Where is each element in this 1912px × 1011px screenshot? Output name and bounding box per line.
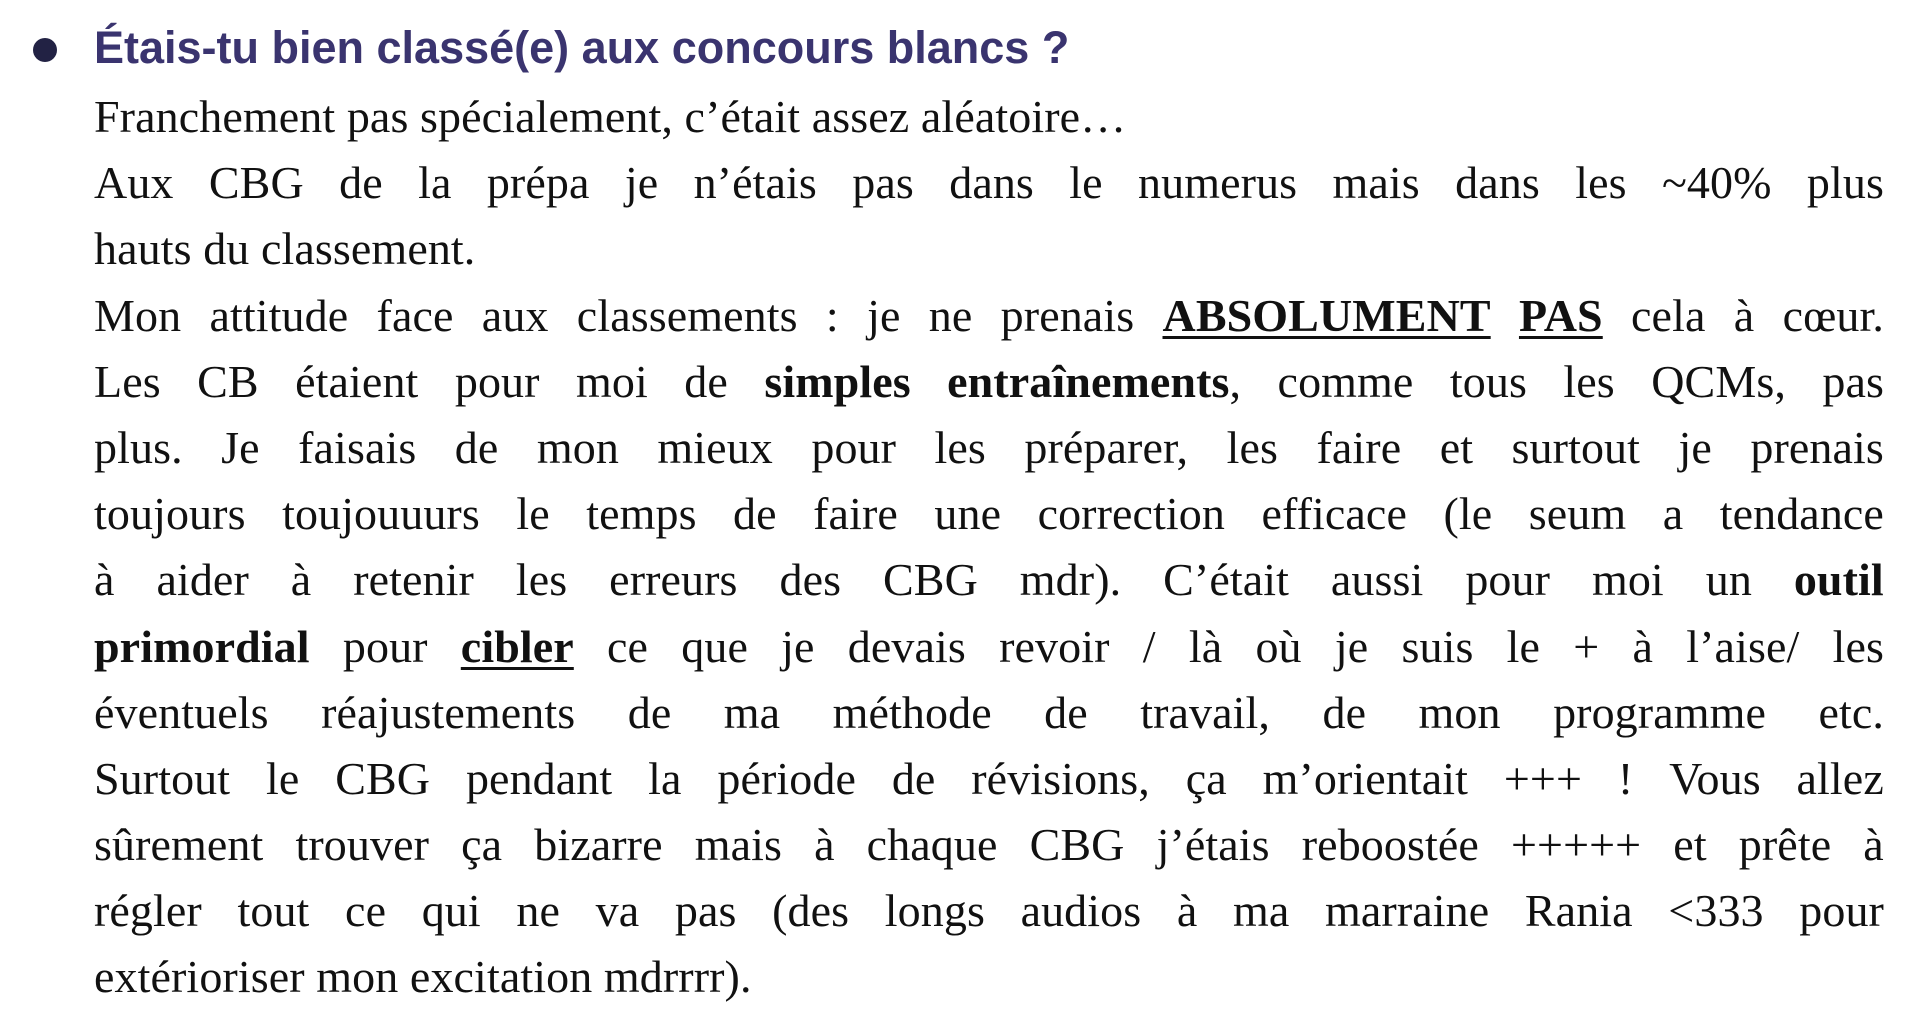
word: ! xyxy=(1617,752,1634,804)
word: le xyxy=(516,488,550,540)
word: je xyxy=(624,157,659,209)
word: mais xyxy=(1332,157,1420,209)
word: je xyxy=(1334,620,1369,672)
word: (des xyxy=(772,885,850,937)
word: etc. xyxy=(1818,686,1884,738)
word: n’étais xyxy=(693,157,817,209)
word: +++ xyxy=(1503,752,1583,804)
word: les xyxy=(1563,355,1615,407)
word: moi xyxy=(1591,554,1664,606)
word: à xyxy=(1176,885,1198,937)
word: le xyxy=(1506,620,1541,672)
word: revoir xyxy=(999,620,1110,672)
word: pour xyxy=(454,355,540,407)
word: à xyxy=(814,819,835,871)
word: ça xyxy=(1185,752,1227,804)
answer-line xyxy=(94,150,1884,216)
word: de xyxy=(627,686,672,738)
word: pour xyxy=(1465,554,1551,606)
word: a xyxy=(1662,488,1684,540)
word: Les xyxy=(94,355,161,407)
word: Rania xyxy=(1524,885,1633,937)
word: ne xyxy=(928,289,973,341)
word: bizarre xyxy=(534,819,663,871)
word: aider xyxy=(156,554,249,606)
word: de xyxy=(339,157,383,209)
word: tendance xyxy=(1719,488,1884,540)
word: la xyxy=(648,752,682,804)
word: pour xyxy=(342,620,428,672)
word: classements xyxy=(576,289,798,341)
word: Surtout xyxy=(94,752,231,804)
bullet-point xyxy=(33,38,57,62)
word: à xyxy=(1733,289,1755,341)
word: je xyxy=(1678,421,1712,473)
word: +++++ xyxy=(1511,819,1642,871)
word: marraine xyxy=(1325,885,1490,937)
word: Vous xyxy=(1669,752,1761,804)
word: seum xyxy=(1528,488,1627,540)
word: mon xyxy=(1418,686,1501,738)
word: pas xyxy=(852,157,914,209)
word: aux xyxy=(481,289,549,341)
word: CBG xyxy=(208,157,304,209)
word: de xyxy=(733,488,777,540)
word: <333 xyxy=(1668,885,1764,937)
question-heading: Étais-tu bien classé(e) aux concours blancs ? xyxy=(94,22,1070,73)
word: ne xyxy=(516,885,561,937)
word: le xyxy=(266,752,300,804)
word: période xyxy=(717,752,856,804)
word: allez xyxy=(1796,752,1884,804)
word: Mon xyxy=(94,289,182,341)
word: prête xyxy=(1738,819,1832,871)
word: de xyxy=(891,752,936,804)
word: ça xyxy=(461,819,503,871)
word: entraînements, xyxy=(947,355,1242,407)
word: trouver xyxy=(295,819,430,871)
word: là xyxy=(1188,620,1223,672)
word: faire xyxy=(1316,421,1402,473)
word: que xyxy=(681,620,748,672)
word: à xyxy=(1632,620,1654,672)
word: éventuels xyxy=(94,686,269,738)
word: mon xyxy=(536,421,619,473)
word: et xyxy=(1439,421,1474,473)
answer-line xyxy=(94,680,1884,746)
word: qui xyxy=(421,885,481,937)
word: m’orientait xyxy=(1262,752,1469,804)
word: sûrement xyxy=(94,819,264,871)
word: CBG xyxy=(883,554,978,606)
word: un xyxy=(1705,554,1752,606)
word: numerus xyxy=(1138,157,1298,209)
word: outil xyxy=(1793,554,1884,606)
word: CBG xyxy=(335,752,431,804)
word: longs xyxy=(884,885,985,937)
word: les xyxy=(1575,157,1627,209)
word: (le xyxy=(1443,488,1493,540)
answer-line xyxy=(94,878,1884,944)
word: une xyxy=(934,488,1002,540)
word: face xyxy=(376,289,454,341)
word: les xyxy=(934,421,986,473)
word: toujouuurs xyxy=(282,488,480,540)
word: la xyxy=(418,157,452,209)
word: pas xyxy=(1822,355,1884,407)
word: Je xyxy=(221,421,260,473)
word: ma xyxy=(723,686,781,738)
word: le xyxy=(1069,157,1103,209)
word: suis xyxy=(1401,620,1474,672)
word: et xyxy=(1673,819,1707,871)
word: erreurs xyxy=(609,554,738,606)
word: cœur. xyxy=(1782,289,1884,341)
word: les xyxy=(1226,421,1279,473)
word: surtout xyxy=(1511,421,1641,473)
answer-text: extérioriser mon excitation mdrrrr). xyxy=(94,951,752,1003)
word: méthode xyxy=(832,686,992,738)
word: simples xyxy=(764,355,911,407)
word: révisions, xyxy=(971,752,1150,804)
word: de xyxy=(1322,686,1367,738)
word: temps xyxy=(586,488,697,540)
word: mais xyxy=(694,819,782,871)
word: je xyxy=(867,289,901,341)
word: j’étais xyxy=(1156,819,1270,871)
answer-line xyxy=(94,415,1884,481)
word: prépa xyxy=(486,157,590,209)
word: à xyxy=(290,554,312,606)
word: va xyxy=(595,885,640,937)
answer-line xyxy=(94,547,1884,613)
answer-line xyxy=(94,614,1884,680)
word: programme xyxy=(1553,686,1766,738)
word: dans xyxy=(949,157,1034,209)
answer-text: hauts du classement. xyxy=(94,223,476,275)
word: pour xyxy=(1799,885,1884,937)
word: ce xyxy=(345,885,387,937)
word: faire xyxy=(813,488,898,540)
word: réajustements xyxy=(321,686,576,738)
word: préparer, xyxy=(1024,421,1189,473)
answer-paragraph xyxy=(94,84,1884,1011)
word: pour xyxy=(811,421,897,473)
word: toujours xyxy=(94,488,246,540)
word: chaque xyxy=(866,819,998,871)
word: Aux xyxy=(94,157,174,209)
word: CBG xyxy=(1029,819,1125,871)
answer-line xyxy=(94,84,1884,150)
word: / xyxy=(1142,620,1156,672)
word: les xyxy=(515,554,568,606)
word: moi xyxy=(576,355,648,407)
word: plus. xyxy=(94,421,183,473)
word: dans xyxy=(1455,157,1540,209)
word: correction xyxy=(1037,488,1226,540)
word: cela xyxy=(1631,289,1706,341)
word: de xyxy=(684,355,728,407)
word: : xyxy=(825,289,839,341)
word: reboostée xyxy=(1301,819,1479,871)
word: des xyxy=(779,554,842,606)
word: mieux xyxy=(657,421,773,473)
word: audios xyxy=(1020,885,1142,937)
answer-line xyxy=(94,481,1884,547)
word: prenais xyxy=(1000,289,1135,341)
word: plus xyxy=(1806,157,1884,209)
word: tous xyxy=(1449,355,1527,407)
word: de xyxy=(454,421,499,473)
word: attitude xyxy=(209,289,349,341)
answer-line xyxy=(94,944,1884,1010)
word: pendant xyxy=(465,752,613,804)
word: ~40% xyxy=(1661,157,1772,209)
word: de xyxy=(1044,686,1088,738)
word: pas xyxy=(674,885,737,937)
word: comme xyxy=(1277,355,1414,407)
answer-line xyxy=(94,349,1884,415)
word: régler xyxy=(94,885,202,937)
word: PAS xyxy=(1518,289,1603,341)
word: ABSOLUMENT xyxy=(1162,289,1491,341)
answer-line xyxy=(94,216,1884,282)
word: cibler xyxy=(460,620,574,672)
answer-text: Franchement pas spécialement, c’était assez aléatoire… xyxy=(94,91,1127,142)
word: je xyxy=(781,620,815,672)
word: + xyxy=(1573,620,1600,672)
word: où xyxy=(1255,620,1302,672)
word: efficace xyxy=(1261,488,1407,540)
word: prenais xyxy=(1750,421,1884,473)
word: à xyxy=(94,554,115,606)
word: ma xyxy=(1233,885,1290,937)
answer-line xyxy=(94,283,1884,349)
answer-line xyxy=(94,812,1884,878)
word: étaient xyxy=(295,355,419,407)
word: mdr). xyxy=(1019,554,1122,606)
word: devais xyxy=(847,620,966,672)
word: aussi xyxy=(1330,554,1424,606)
word: travail, xyxy=(1140,686,1271,738)
word: à xyxy=(1863,819,1884,871)
answer-line xyxy=(94,746,1884,812)
word: primordial xyxy=(94,620,310,672)
word: l’aise/ xyxy=(1686,620,1800,672)
word: tout xyxy=(237,885,310,937)
word: retenir xyxy=(353,554,474,606)
word: les xyxy=(1832,620,1884,672)
word: QCMs, xyxy=(1651,355,1786,407)
word: CB xyxy=(197,355,259,407)
word: ce xyxy=(607,620,649,672)
word: faisais xyxy=(298,421,417,473)
word: C’était xyxy=(1163,554,1289,606)
